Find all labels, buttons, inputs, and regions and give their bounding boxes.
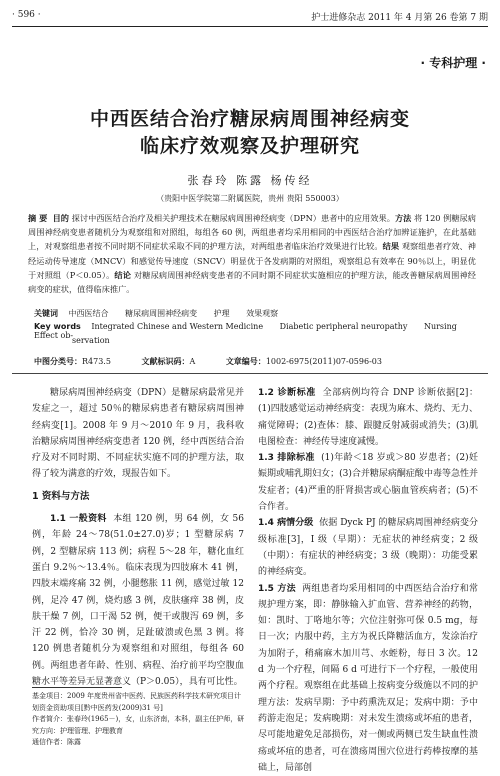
fund-note: 基金项目：2009 年度贵州省中医药、民族医药科学技术研究项目计划资金资助项目[黔中医药发(2009)31 号] bbox=[32, 692, 242, 712]
objective-text: 探讨中西医结合治疗及相关护理技术在糖尿病周围神经病变（DPN）患者中的应用效果。 bbox=[71, 213, 395, 223]
grading-paragraph: 1.4 病情分级 依据 Dyck PJ 的糖尿病周围神经病变分级标准[3]，I 级（早期）：无症状的神经病变；2 级（中期）：有症状的神经病变；3 级（晚期）：功能受累的神经病变。 bbox=[258, 518, 478, 578]
abstract bbox=[28, 211, 476, 296]
subsection-label: 1.3 排除标准 bbox=[258, 453, 315, 464]
subsection-label: 1.4 病情分级 bbox=[258, 518, 314, 529]
keywords-cn-label: 关键词 bbox=[34, 309, 58, 318]
diagnosis-paragraph: 1.2 诊断标准 全部病例均符合 DNP 诊断依据[2]：(1)四肢感觉运动神经病变：表现为麻木、烧灼、无力、痛觉障碍；(2)查体：膝、跟腱反射减弱或消失；(3)肌电图检查：神经传导速度减慢。 bbox=[258, 388, 478, 447]
section-tag: · 专科护理 · bbox=[420, 56, 486, 70]
keyword: Diabetic peripheral neuropathy bbox=[279, 322, 408, 331]
keyword: Integrated Chinese and Western Medicine bbox=[91, 322, 264, 331]
title-line-1: 中西医结合治疗糖尿病周围神经病变 bbox=[89, 108, 410, 130]
conclusion-text: 对糖尿病周围神经病变患者的不同时期不同症状实施相应的护理方法，能改善糖尿病周围神经病变的症状，值得临床推广。 bbox=[28, 269, 476, 295]
method-label: 方法 bbox=[394, 213, 412, 223]
corresponding-note: 通信作者：陈露 bbox=[32, 738, 81, 746]
keyword: Nursing bbox=[423, 322, 457, 331]
clc: 中图分类号：R473.5 bbox=[34, 357, 111, 366]
subsection-label: 1.5 方法 bbox=[258, 583, 296, 594]
objective-label: 目的 bbox=[52, 213, 70, 223]
affiliation: （贵阳中医学院第二附属医院，贵州 贵阳 550003） bbox=[156, 194, 344, 203]
abstract-label: 摘 要 bbox=[28, 213, 48, 223]
right-column bbox=[258, 385, 478, 776]
conclusion-label: 结论 bbox=[114, 269, 132, 280]
journal-info: 护士进修杂志 2011 年 4 月第 26 卷第 7 期 bbox=[311, 13, 488, 23]
keywords-cn bbox=[34, 308, 476, 319]
section-heading: 1 资料与方法 bbox=[32, 490, 90, 502]
separator-rule bbox=[12, 373, 488, 374]
general-data-paragraph: 1.1 一般资料 本组 120 例，男 64 例，女 56 例，年龄 24～78(51.0±27.0)岁；1 型糖尿病 7 例，2 型糖尿病 113 例；病程 5～28 年，糖化血红蛋白 9.2％～13.4％。临床表现为四肢麻木 41 例，四肢末端疼痛 32 例，小腿憋胀 11 例，感觉过敏 12 例，足冷 47 例，烧灼感 3 例，皮肤瘙痒 38 例，皮肤干燥 7 例，口干渴 52 例，便干或腹泻 69 例，多汗 22 例，恰冷 30 例，足趾破溃或色黑 3 例。将 120 例患者随机分为观察组和对照组，每组各 60 例。两组患者年龄、性别、病程、治疗前平均空腹血糖水平等差异无显著意义（P＞0.05），具有可比性。 bbox=[32, 514, 244, 688]
result-label: 结果 bbox=[382, 241, 400, 252]
intro-paragraph: 糖尿病周围神经病变（DPN）是糖尿病最常见并发症之一，超过 50％的糖尿病患者有糖尿病周围神经病变[1]。2008 年 9 月～2010 年 9 月，我科收治糖尿病周围神经病变患者 120 例，经中西医结合治疗及对不同时期、不同症状实施不同的护理方法，取得了较为满意的疗效，现报告如下。 bbox=[32, 388, 244, 480]
keyword: 糖尿病周围神经病变 bbox=[125, 309, 198, 318]
doc-code: 文献标识码：A bbox=[141, 357, 196, 366]
title-line-2: 临床疗效观察及护理研究 bbox=[139, 135, 360, 157]
left-column bbox=[32, 385, 244, 690]
subsection-label: 1.1 一般资料 bbox=[50, 514, 107, 525]
subsection-label: 1.2 诊断标准 bbox=[258, 388, 316, 398]
author-note: 作者简介：张春玲(1965－)，女，山东济南，本科，副主任护师，研究方向：护理管理、护理教育 bbox=[32, 715, 245, 735]
method-text: 将 120 例糖尿病周围神经病变患者随机分为观察组和对照组，每组各 60 例，两组患者均采用相同的中西医结合治疗加辨证施护，在此基础上，对观察组患者按不同时期不同症状采取不同的护理方法，对两组患者临床治疗效果进行比较。 bbox=[28, 213, 476, 252]
article-number: 文章编号：1002-6975(2011)07-0596-03 bbox=[225, 357, 382, 366]
authors: 张春玲 陈露 杨传经 bbox=[187, 174, 313, 187]
keyword: 中西医结合 bbox=[68, 309, 109, 318]
result-text: 观察组患者疗效、神经运动传导速度（MNCV）和感觉传导速度（SNCV）明显优于各发病期的对照组，观察组总有效率在 90％以上，明显优于对照组（P＜0.05）。 bbox=[28, 241, 476, 280]
header-rule bbox=[12, 26, 488, 27]
classification-line bbox=[34, 356, 476, 367]
keyword: 效果观察 bbox=[246, 309, 279, 318]
footnote-rule bbox=[32, 687, 122, 688]
keywords-en-label: Key words bbox=[34, 322, 81, 331]
page-number: · 596 · bbox=[12, 10, 41, 20]
running-header bbox=[12, 8, 488, 24]
method-paragraph: 1.5 方法 两组患者均采用相同的中西医结合治疗和常规护理方案，即：静脉输入扩血管、营养神经的药物，如：凯时、丁咯地尔等；穴位注射弥可保 0.5 mg，每日一次；内服中药，主方为祝氏降糖活血方，发涂治疗为加附子，稍痛麻木加川芎、水蛭粉，每日 3 次。12 d 为一个疗程，间隔 6 d 可进行下一个疗程，一般使用两个疗程。观察组在此基础上按病变分级施以不同的护理方法：发病早期：予中药熏洗双足；发病中期：予中药游走泡足；发病晚期：对未发生溃疡或坏疽的患者，尽可能地避免足部损伤，对一侧或两侧已发生缺血性溃疡或坏疽的患者，可在溃疡周围穴位进行药棒按摩的基础上，局部创 bbox=[258, 583, 478, 773]
keyword: 护理 bbox=[213, 309, 230, 318]
keywords-en-continuation: servation bbox=[72, 336, 110, 345]
keyword: Effect ob- bbox=[34, 331, 74, 340]
exclusion-paragraph: 1.3 排除标准 (1)年龄＜18 岁或＞80 岁患者；(2)妊娠期或哺乳期妇女；(3)合并糖尿病酮症酸中毒等急性并发症者；(4)严重的肝肾损害或心脑血管疾病者；(5)不合作者。 bbox=[258, 453, 479, 513]
footnote bbox=[32, 691, 246, 749]
